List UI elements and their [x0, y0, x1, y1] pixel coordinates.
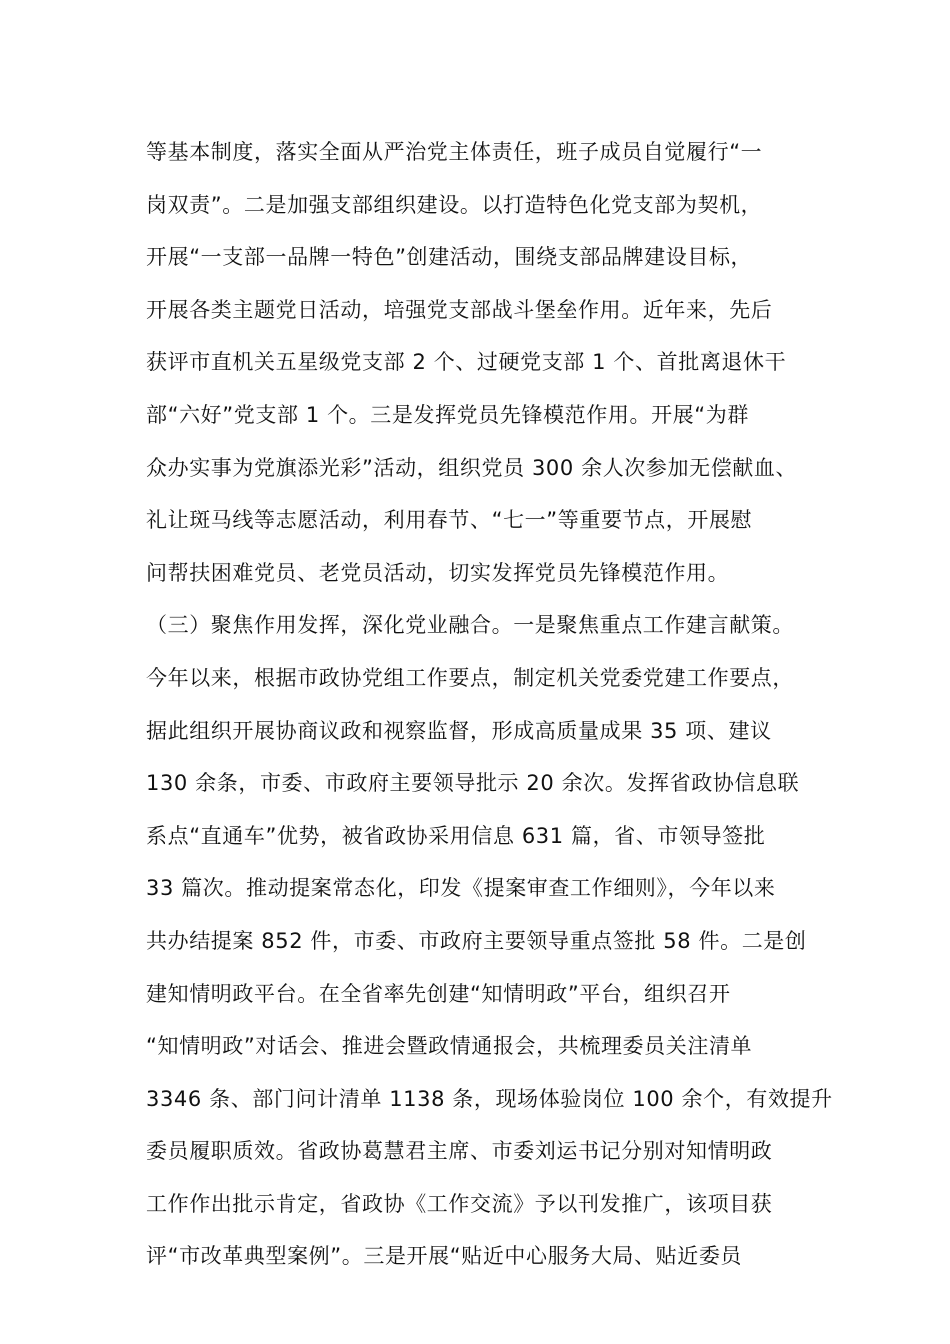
text-line: 委员履职质效。省政协葛慧君主席、市委刘运书记分别对知情明政	[146, 1139, 773, 1164]
text-line: 工作作出批示肯定，省政协《工作交流》予以刊发推广，该项目获	[146, 1191, 773, 1216]
text-line: 今年以来，根据市政协党组工作要点，制定机关党委党建工作要点，	[146, 665, 794, 690]
text-line: 共办结提案 852 件，市委、市政府主要领导重点签批 58 件。二是创	[146, 928, 807, 953]
text-line: 系点“直通车”优势，被省政协采用信息 631 篇，省、市领导签批	[146, 823, 766, 848]
text-line: 问帮扶困难党员、老党员活动，切实发挥党员先锋模范作用。	[146, 560, 730, 585]
text-line: 据此组织开展协商议政和视察监督，形成高质量成果 35 项、建议	[146, 718, 772, 743]
body-text	[146, 126, 836, 1283]
text-line: （三）聚焦作用发挥，深化党业融合。一是聚焦重点工作建言献策。	[146, 613, 794, 638]
text-line: “知情明政”对话会、推进会暨政情通报会，共梳理委员关注清单	[146, 1034, 753, 1059]
text-line: 评“市改革典型案例”。三是开展“贴近中心服务大局、贴近委员	[146, 1244, 743, 1269]
text-line: 岗双责”。二是加强支部组织建设。以打造特色化党支部为契机，	[146, 192, 763, 217]
text-line: 等基本制度，落实全面从严治党主体责任，班子成员自觉履行“一	[146, 140, 763, 164]
text-line: 3346 条、部门问计清单 1138 条，现场体验岗位 100 余个，有效提升	[146, 1086, 833, 1111]
text-line: 建知情明政平台。在全省率先创建“知情明政”平台，组织召开	[146, 981, 731, 1006]
text-line: 礼让斑马线等志愿活动，利用春节、“七一”等重要节点，开展慰	[146, 508, 753, 533]
text-line: 获评市直机关五星级党支部 2 个、过硬党支部 1 个、首批离退休干	[146, 350, 787, 375]
text-line: 开展各类主题党日活动，培强党支部战斗堡垒作用。近年来，先后	[146, 297, 773, 322]
text-line: 33 篇次。推动提案常态化，印发《提案审查工作细则》，今年以来	[146, 876, 776, 901]
text-line: 开展“一支部一品牌一特色”创建活动，围绕支部品牌建设目标，	[146, 245, 753, 270]
text-line: 众办实事为党旗添光彩”活动，组织党员 300 余人次参加无偿献血、	[146, 455, 798, 480]
text-line: 部“六好”党支部 1 个。三是发挥党员先锋模范作用。开展“为群	[146, 402, 749, 427]
text-line: 130 余条，市委、市政府主要领导批示 20 余次。发挥省政协信息联	[146, 771, 800, 796]
